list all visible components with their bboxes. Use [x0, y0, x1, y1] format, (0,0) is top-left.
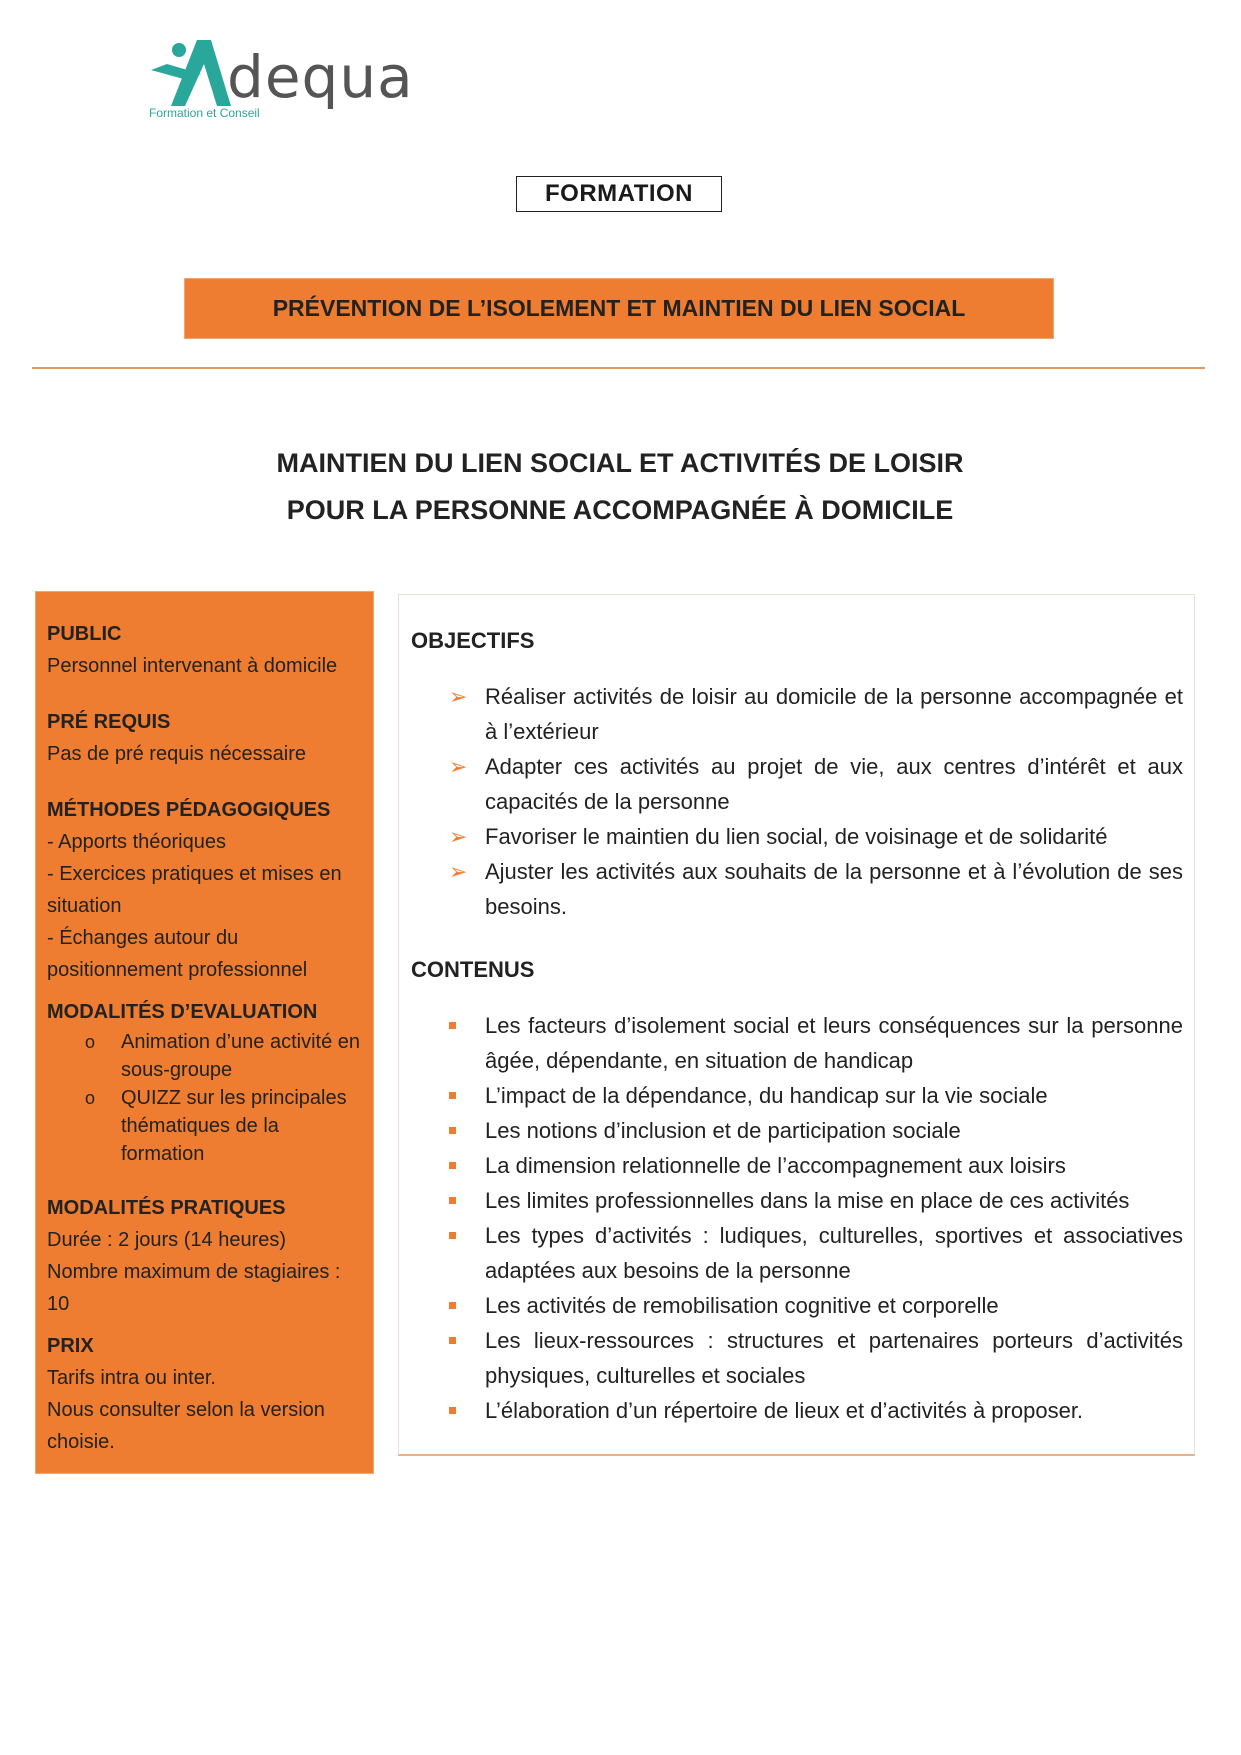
contenu-item: Les notions d’inclusion et de participation sociale [411, 1113, 1183, 1148]
contenu-item: La dimension relationnelle de l’accompagnement aux loisirs [411, 1148, 1183, 1183]
square-bullet-icon [449, 1197, 456, 1204]
formation-label: FORMATION [516, 176, 722, 212]
pratiques-duree: Durée : 2 jours (14 heures) [47, 1229, 287, 1251]
evaluation-item-text: Animation d’une activité en sous-groupe [121, 1031, 361, 1081]
objectif-item: ➢ Favoriser le maintien du lien social, de voisinage et de solidarité [411, 819, 1183, 854]
content-box [398, 594, 1195, 1456]
public-text: Personnel intervenant à domicile [47, 655, 338, 677]
arrow-bullet-icon: ➢ [449, 859, 468, 884]
banner-title: PRÉVENTION DE L’ISOLEMENT ET MAINTIEN DU LIEN SOCIAL [184, 278, 1054, 339]
main-title-line2: POUR LA PERSONNE ACCOMPAGNÉE À DOMICILE [286, 495, 954, 525]
methodes-item: - Apports théoriques [47, 831, 226, 853]
logo-wordmark: dequa [227, 43, 414, 111]
circle-bullet-icon: o [85, 1088, 96, 1108]
circle-bullet-icon: o [85, 1032, 96, 1052]
prerequis-text: Pas de pré requis nécessaire [47, 743, 307, 765]
methodes-item: - Exercices pratiques et mises en situation [47, 863, 342, 917]
arrow-bullet-icon: ➢ [449, 684, 468, 709]
square-bullet-icon [449, 1337, 456, 1344]
public-heading: PUBLIC [47, 623, 122, 645]
arrow-bullet-icon: ➢ [449, 754, 468, 779]
contenus-heading: CONTENUS [411, 957, 535, 982]
objectif-item: ➢ Adapter ces activités au projet de vie, aux centres d’intérêt et aux capacités de la personne [411, 749, 1183, 819]
pratiques-heading: MODALITÉS PRATIQUES [47, 1197, 286, 1219]
contenu-item: Les lieux-ressources : structures et partenaires porteurs d’activités physiques, culturelles et sociales [411, 1323, 1183, 1393]
objectifs-list [411, 679, 1183, 924]
prix-line1: Tarifs intra ou inter. [47, 1367, 216, 1389]
methodes-item: - Échanges autour du positionnement professionnel [47, 927, 308, 981]
square-bullet-icon [449, 1407, 456, 1414]
contenu-item: Les facteurs d’isolement social et leurs conséquences sur la personne âgée, dépendante, en situation de handicap [411, 1008, 1183, 1078]
contenus-list [411, 1008, 1183, 1428]
evaluation-item [47, 1028, 363, 1084]
pratiques-stagiaires: Nombre maximum de stagiaires : 10 [47, 1261, 341, 1315]
square-bullet-icon [449, 1092, 456, 1099]
evaluation-item [47, 1084, 363, 1168]
square-bullet-icon [449, 1162, 456, 1169]
objectif-item: ➢ Ajuster les activités aux souhaits de la personne et à l’évolution de ses besoins. [411, 854, 1183, 924]
horizontal-divider [32, 367, 1205, 369]
square-bullet-icon [449, 1302, 456, 1309]
main-title [120, 440, 1120, 534]
main-title-line1: MAINTIEN DU LIEN SOCIAL ET ACTIVITÉS DE LOISIR [276, 448, 964, 478]
logo-tagline: Formation et Conseil [149, 106, 260, 120]
contenu-item: L’élaboration d’un répertoire de lieux et d’activités à proposer. [411, 1393, 1183, 1428]
contenu-item: L’impact de la dépendance, du handicap sur la vie sociale [411, 1078, 1183, 1113]
methodes-heading: MÉTHODES PÉDAGOGIQUES [47, 799, 331, 821]
info-sidebar [35, 591, 374, 1474]
company-logo [143, 36, 414, 126]
square-bullet-icon [449, 1127, 456, 1134]
evaluation-item-text: QUIZZ sur les principales thématiques de la formation [121, 1087, 347, 1165]
objectifs-heading: OBJECTIFS [411, 628, 535, 653]
prerequis-heading: PRÉ REQUIS [47, 711, 171, 733]
square-bullet-icon [449, 1022, 456, 1029]
prix-heading: PRIX [47, 1335, 94, 1357]
logo-mark-icon [143, 36, 235, 112]
evaluation-heading: MODALITÉS D’EVALUATION [47, 1001, 318, 1023]
square-bullet-icon [449, 1232, 456, 1239]
contenu-item: Les activités de remobilisation cognitive et corporelle [411, 1288, 1183, 1323]
contenu-item: Les types d’activités : ludiques, culturelles, sportives et associatives adaptées aux besoins de la personne [411, 1218, 1183, 1288]
contenu-item: Les limites professionnelles dans la mise en place de ces activités [411, 1183, 1183, 1218]
prix-line2: Nous consulter selon la version choisie. [47, 1399, 325, 1453]
objectif-item: ➢ Réaliser activités de loisir au domicile de la personne accompagnée et à l’extérieur [411, 679, 1183, 749]
arrow-bullet-icon: ➢ [449, 824, 468, 849]
